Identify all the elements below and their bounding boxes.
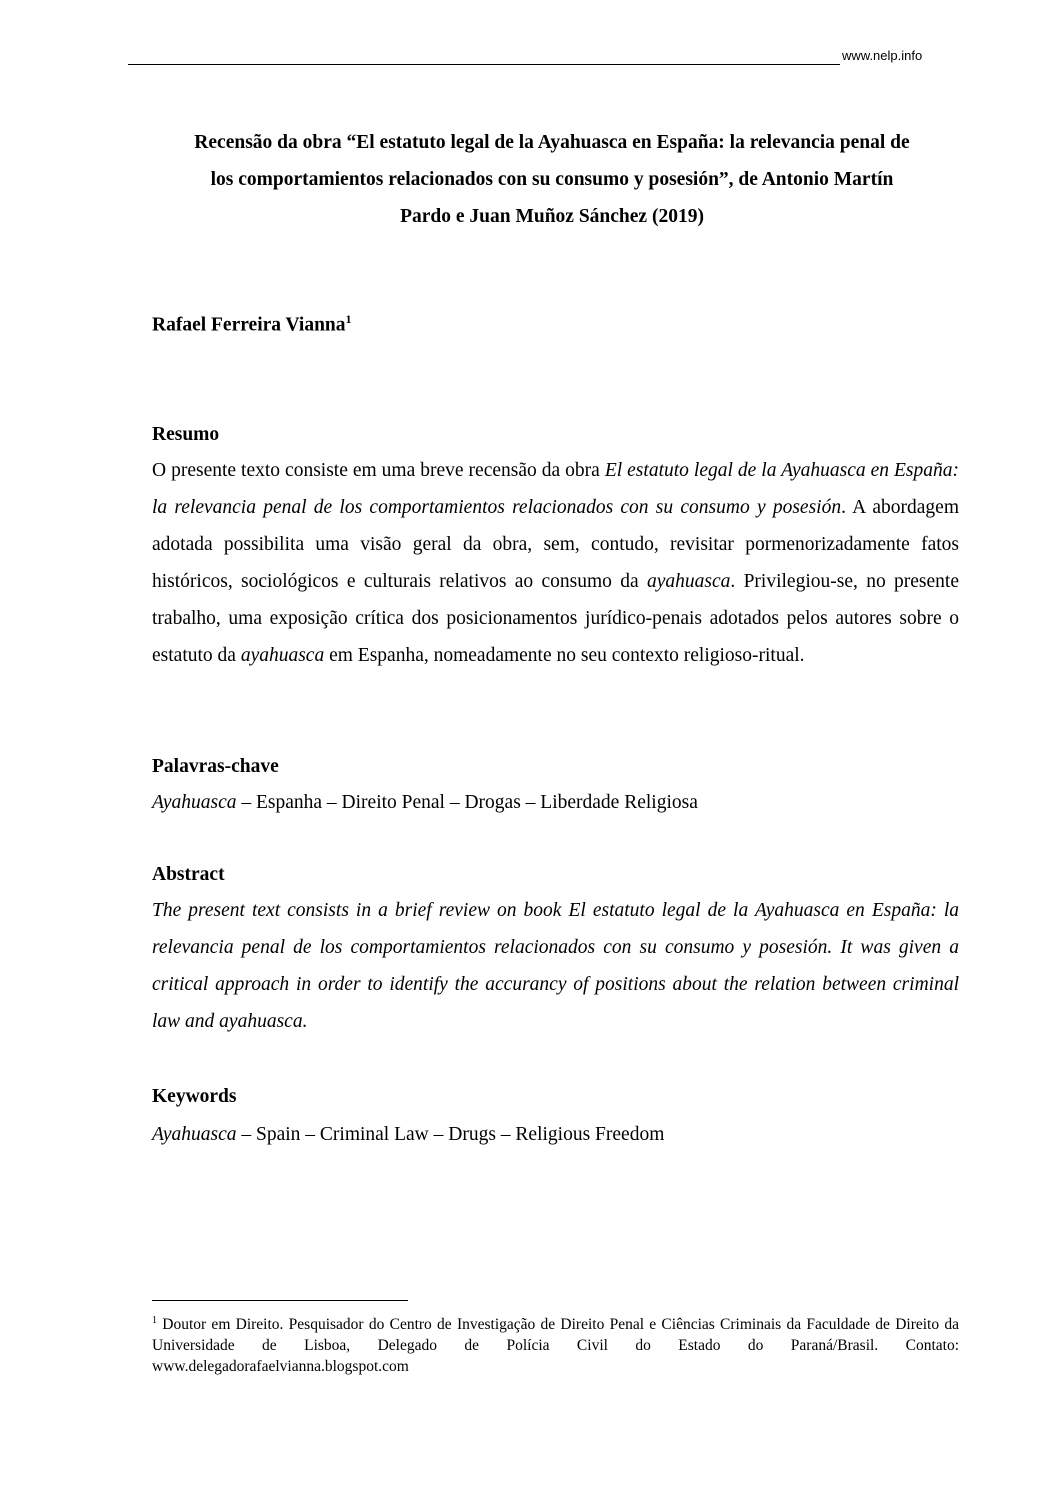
resumo-paragraph — [152, 452, 959, 674]
palavras-chave-first: Ayahuasca — [152, 792, 237, 813]
abstract-text: The present text consists in a brief review on book El estatuto legal de la Ayahuasca en España: la relevancia penal de los comportamientos relacionados con su consumo y posesión. It was given a critical approach in order to identify the accurancy of positions about the relation between criminal law and ayahuasca. — [152, 900, 959, 1032]
keywords-first: Ayahuasca — [152, 1124, 237, 1145]
resumo-book-title: El estatuto legal de la Ayahuasca en España: la relevancia penal de los comportamientos relacionados con su consumo y posesión — [152, 460, 959, 518]
paper-title — [140, 124, 964, 235]
resumo-heading: Resumo — [152, 424, 220, 445]
abstract-paragraph — [152, 892, 959, 1040]
palavras-chave-list — [152, 792, 698, 814]
resumo-text-4: em Espanha, nomeadamente no seu contexto religioso-ritual. — [324, 645, 805, 666]
footnote-rule — [152, 1300, 408, 1301]
header-rule — [128, 64, 840, 65]
footnote-text: Doutor em Direito. Pesquisador do Centro de Investigação de Direito Penal e Ciências Criminais da Faculdade de Direito da Universidade de Lisboa, Delegado de Polícia Civil do Estado do Paraná/Brasil. Contato: www.delegadorafaelvianna.blogspot.com — [152, 1316, 959, 1376]
title-line-2: los comportamientos relacionados con su consumo y posesión”, de Antonio Martín — [210, 169, 894, 190]
author-name — [152, 312, 352, 337]
footnote-number: 1 — [152, 1315, 157, 1326]
author-name-text: Rafael Ferreira Vianna — [152, 314, 346, 336]
resumo-text-2: . A abordagem adotada possibilita uma visão geral da obra, sem, contudo, revisitar pormenorizadamente fatos históricos, sociológicos e culturais relativos ao consumo da — [152, 497, 960, 592]
resumo-text-1: O presente texto consiste em uma breve recensão da obra — [152, 460, 605, 481]
resumo-term-1: ayahuasca — [646, 571, 731, 592]
resumo-term-2: ayahuasca — [240, 645, 325, 666]
author-note-ref: 1 — [345, 312, 352, 326]
resumo-text-3: . Privilegiou-se, no presente trabalho, uma exposição crítica dos posicionamentos jurídico-penais adotados pelos autores sobre o estatuto da — [152, 571, 959, 666]
title-line-3: Pardo e Juan Muñoz Sánchez (2019) — [400, 206, 704, 227]
keywords-rest: – Spain – Criminal Law – Drugs – Religious Freedom — [236, 1124, 665, 1145]
palavras-chave-heading: Palavras-chave — [152, 756, 279, 777]
title-line-1: Recensão da obra “El estatuto legal de la Ayahuasca en España: la relevancia penal de — [194, 132, 910, 153]
footnote — [152, 1310, 959, 1377]
keywords-list — [152, 1124, 664, 1146]
header-site: www.nelp.info — [842, 48, 923, 63]
keywords-heading: Keywords — [152, 1086, 237, 1107]
palavras-chave-rest: – Espanha – Direito Penal – Drogas – Liberdade Religiosa — [236, 792, 698, 813]
abstract-heading: Abstract — [152, 864, 225, 885]
